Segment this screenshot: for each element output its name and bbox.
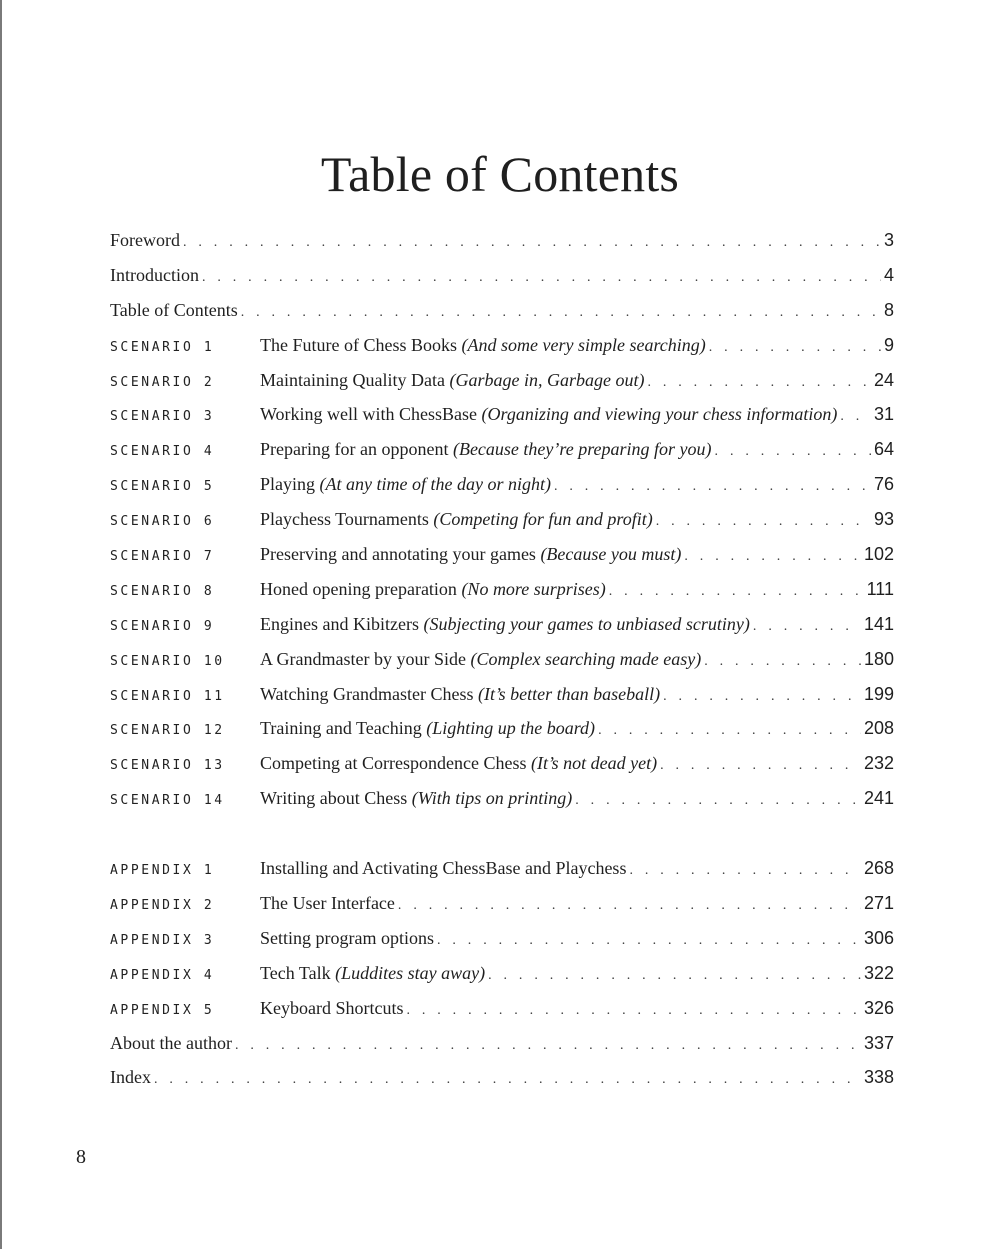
toc-entry-subtitle: (It’s not dead yet)	[530, 753, 658, 774]
toc-entry-main-title: Writing about Chess	[260, 788, 408, 809]
toc-entry-foreword[interactable]	[110, 223, 894, 258]
dot-leader	[715, 435, 871, 470]
dot-leader	[656, 505, 871, 540]
toc-entry-title	[260, 851, 626, 886]
toc-entry-appendix-5[interactable]	[110, 991, 894, 1026]
toc-entry-title	[260, 677, 660, 712]
toc-entry-page: 199	[863, 683, 894, 704]
toc-entry-title: Introduction	[110, 264, 199, 285]
dot-leader	[598, 714, 861, 749]
toc-entry-main-title: The User Interface	[260, 893, 395, 914]
toc-entry-title	[260, 746, 657, 781]
page-number: 8	[76, 1146, 86, 1168]
toc-entry-label: SCENARIO 4	[110, 444, 215, 460]
toc-entry-subtitle: (No more surprises)	[461, 578, 606, 599]
toc-entry-appendix-3[interactable]	[110, 921, 894, 956]
toc-entry-scenario-2[interactable]	[110, 363, 894, 398]
toc-entry-title	[260, 991, 403, 1026]
toc-entry-main-title: Honed opening preparation	[260, 578, 457, 599]
toc-entry-label: SCENARIO 12	[110, 723, 225, 739]
toc-entry-main-title: Playing	[260, 474, 316, 495]
toc-entry-subtitle: (Lighting up the board)	[426, 718, 596, 739]
toc-entry-scenario-7[interactable]	[110, 537, 894, 572]
toc-entry-scenario-4[interactable]	[110, 432, 894, 467]
toc-entry-page: 271	[863, 893, 894, 914]
toc-entry-scenario-14[interactable]	[110, 781, 894, 816]
toc-entry-page: 208	[863, 718, 894, 739]
dot-leader	[235, 1029, 861, 1064]
toc-entry-title	[260, 537, 681, 572]
toc-entry-page: 93	[873, 509, 894, 530]
toc-entry-label: APPENDIX 4	[110, 967, 215, 983]
page-title: Table of Contents	[320, 146, 680, 202]
toc-entry-subtitle: (Organizing and viewing your chess information)	[481, 404, 838, 425]
toc-entry-page: 306	[863, 927, 894, 948]
toc-entry-scenario-9[interactable]	[110, 607, 894, 642]
dot-leader	[840, 400, 871, 435]
dot-leader	[202, 261, 881, 296]
toc-entry-main-title: Training and Teaching	[260, 718, 422, 739]
toc-entry-label: SCENARIO 2	[110, 374, 215, 390]
toc-entry-title	[260, 607, 750, 642]
toc-entry-main-title: Keyboard Shortcuts	[260, 997, 404, 1018]
table-of-contents	[110, 223, 894, 1095]
toc-entry-label: SCENARIO 1	[110, 339, 215, 355]
toc-entry-main-title: Working well with ChessBase	[260, 404, 478, 425]
toc-entry-page: 76	[873, 474, 894, 495]
toc-entry-title	[260, 397, 837, 432]
toc-entry-appendix-2[interactable]	[110, 886, 894, 921]
dot-leader	[154, 1063, 861, 1098]
toc-entry-main-title: Competing at Correspondence Chess	[260, 753, 527, 774]
toc-entry-scenario-5[interactable]	[110, 467, 894, 502]
dot-leader	[398, 889, 861, 924]
toc-entry-label: SCENARIO 6	[110, 514, 215, 530]
toc-entry-page: 8	[883, 299, 894, 320]
toc-entry-scenario-11[interactable]	[110, 677, 894, 712]
toc-entry-subtitle: (Garbage in, Garbage out)	[449, 369, 645, 390]
toc-entry-main-title: A Grandmaster by your Side	[260, 648, 466, 669]
toc-entry-main-title: Watching Grandmaster Chess	[260, 683, 474, 704]
toc-entry-label: APPENDIX 3	[110, 932, 215, 948]
toc-entry-main-title: Tech Talk	[260, 962, 331, 983]
dot-leader	[629, 854, 861, 889]
toc-entry-subtitle: (And some very simple searching)	[461, 334, 706, 355]
dot-leader	[575, 784, 861, 819]
toc-entry-title: Foreword	[110, 230, 180, 250]
toc-entry-title	[260, 921, 434, 956]
toc-entry-page: 3	[883, 230, 894, 250]
dot-leader	[554, 470, 871, 505]
toc-entry-label: SCENARIO 8	[110, 583, 215, 599]
toc-entry-label: SCENARIO 11	[110, 688, 225, 704]
toc-entry-label: SCENARIO 7	[110, 549, 215, 565]
toc-entry-label: SCENARIO 10	[110, 653, 225, 669]
toc-entry-main-title: Preserving and annotating your games	[260, 544, 536, 565]
toc-entry-page: 326	[863, 997, 894, 1018]
toc-entry-page: 9	[883, 334, 894, 355]
toc-entry-subtitle: (Competing for fun and profit)	[433, 509, 653, 530]
toc-entry-page: 64	[873, 439, 894, 460]
dot-leader	[663, 680, 861, 715]
toc-entry-main-title: The Future of Chess Books	[260, 334, 457, 355]
dot-leader	[684, 540, 861, 575]
toc-entry-subtitle: (Luddites stay away)	[335, 962, 486, 983]
dot-leader	[660, 749, 861, 784]
toc-entry-scenario-1[interactable]	[110, 328, 894, 363]
toc-entry-main-title: Preparing for an opponent	[260, 439, 449, 460]
toc-entry-page: 180	[863, 648, 894, 669]
toc-entry-main-title: Setting program options	[260, 927, 434, 948]
toc-entry-main-title: Engines and Kibitzers	[260, 613, 419, 634]
dot-leader	[406, 994, 860, 1029]
toc-entry-title: About the author	[110, 1032, 232, 1053]
toc-entry-page: 24	[873, 369, 894, 390]
toc-entry-scenario-12[interactable]	[110, 711, 894, 746]
toc-entry-page: 4	[883, 264, 894, 285]
toc-entry-scenario-6[interactable]	[110, 502, 894, 537]
toc-entry-main-title: Playchess Tournaments	[260, 509, 429, 530]
toc-entry-scenario-10[interactable]	[110, 642, 894, 677]
toc-entry-page: 111	[866, 578, 894, 599]
dot-leader	[488, 959, 861, 994]
toc-entry-page: 232	[863, 753, 894, 774]
toc-entry-page: 322	[863, 962, 894, 983]
toc-entry-subtitle: (Subjecting your games to unbiased scrutiny)	[423, 613, 750, 634]
toc-entry-label: SCENARIO 13	[110, 758, 225, 774]
dot-leader	[704, 645, 861, 680]
toc-entry-label: APPENDIX 1	[110, 863, 215, 879]
dot-leader	[609, 575, 864, 610]
toc-entry-title	[260, 502, 653, 537]
toc-entry-title: Table of Contents	[110, 299, 238, 320]
toc-entry-index[interactable]	[110, 1060, 894, 1095]
toc-entry-appendix-1[interactable]	[110, 851, 894, 886]
toc-entry-table-of-contents[interactable]	[110, 293, 894, 328]
toc-entry-subtitle: (Complex searching made easy)	[470, 648, 702, 669]
toc-entry-subtitle: (At any time of the day or night)	[319, 474, 551, 495]
toc-entry-subtitle: (With tips on printing)	[411, 788, 573, 809]
dot-leader	[437, 924, 861, 959]
dot-leader	[647, 366, 871, 401]
toc-entry-subtitle: (Because they’re preparing for you)	[452, 439, 712, 460]
toc-entry-title: Index	[110, 1067, 151, 1088]
toc-entry-scenario-8[interactable]	[110, 572, 894, 607]
dot-leader	[753, 610, 861, 645]
toc-entry-page: 241	[863, 788, 894, 809]
toc-entry-page: 337	[863, 1032, 894, 1053]
toc-entry-page: 31	[873, 404, 894, 425]
toc-entry-page: 102	[863, 544, 894, 565]
toc-entry-scenario-3[interactable]	[110, 397, 894, 432]
toc-entry-title	[260, 572, 606, 607]
toc-entry-label: SCENARIO 9	[110, 618, 215, 634]
toc-entry-label: SCENARIO 3	[110, 409, 215, 425]
toc-entry-scenario-13[interactable]	[110, 746, 894, 781]
toc-entry-about-the-author[interactable]	[110, 1026, 894, 1061]
toc-entry-appendix-4[interactable]	[110, 956, 894, 991]
toc-entry-page: 338	[863, 1067, 894, 1088]
toc-entry-main-title: Installing and Activating ChessBase and Playchess	[260, 858, 627, 879]
toc-entry-label: APPENDIX 2	[110, 898, 215, 914]
dot-leader	[709, 331, 881, 366]
toc-entry-label: SCENARIO 5	[110, 479, 215, 495]
toc-entry-title	[260, 363, 644, 398]
toc-entry-introduction[interactable]	[110, 258, 894, 293]
toc-entry-label: SCENARIO 14	[110, 793, 225, 809]
toc-entry-title	[260, 781, 572, 816]
toc-entry-title	[260, 886, 395, 921]
toc-entry-title	[260, 711, 595, 746]
dot-leader	[241, 296, 881, 331]
toc-entry-title	[260, 956, 485, 991]
toc-entry-title	[260, 642, 701, 677]
toc-entry-page: 141	[863, 613, 894, 634]
toc-entry-subtitle: (Because you must)	[540, 544, 682, 565]
toc-entry-title	[260, 328, 706, 363]
toc-entry-page: 268	[863, 858, 894, 879]
toc-entry-subtitle: (It’s better than baseball)	[478, 683, 661, 704]
toc-entry-label: APPENDIX 5	[110, 1002, 215, 1018]
dot-leader	[183, 226, 881, 261]
toc-entry-title	[260, 467, 551, 502]
toc-entry-main-title: Maintaining Quality Data	[260, 369, 445, 390]
toc-entry-title	[260, 432, 712, 467]
